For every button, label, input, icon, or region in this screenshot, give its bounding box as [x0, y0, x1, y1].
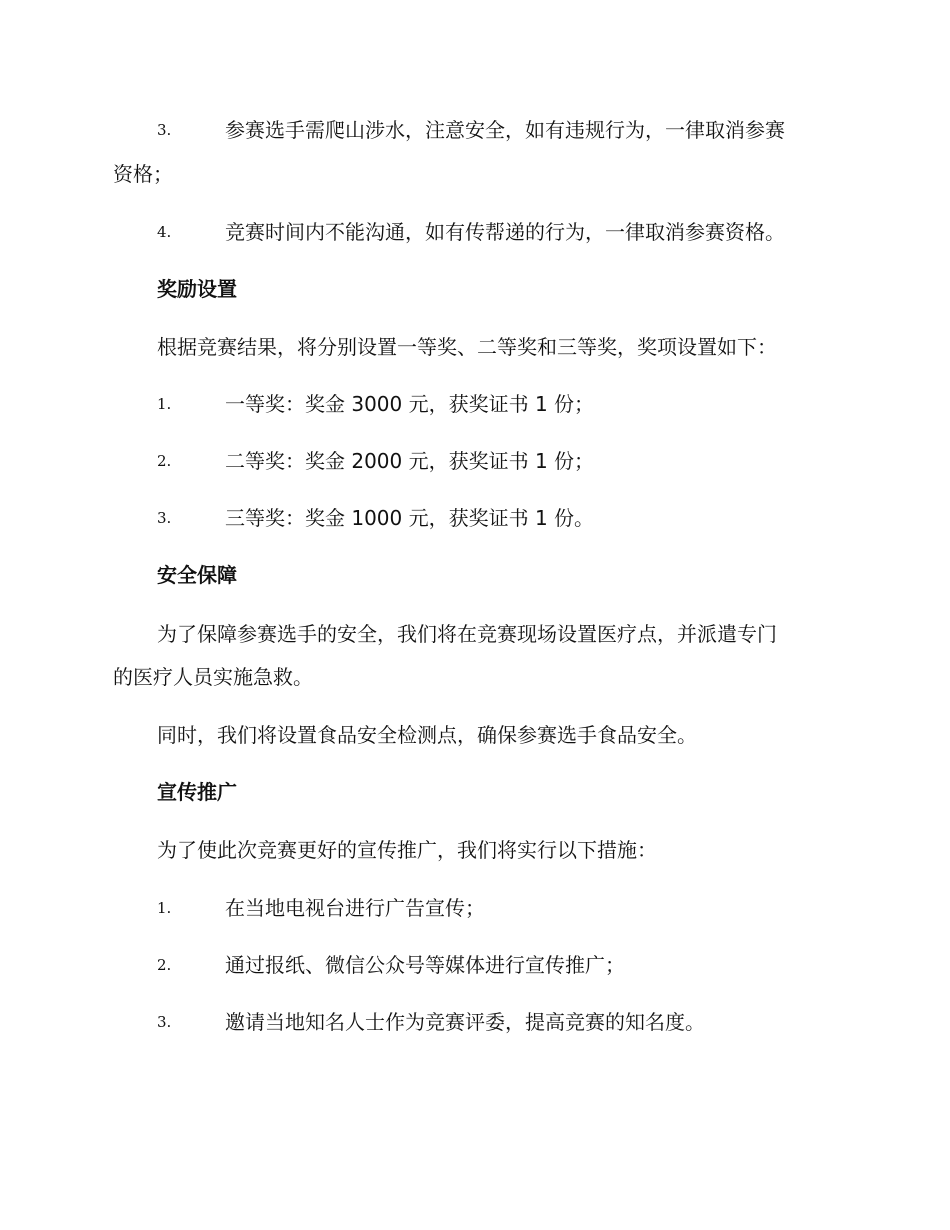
section-heading-promotion: 宣传推广 [157, 780, 237, 804]
list-number: 3. [157, 121, 172, 139]
list-item-text: 通过报纸、微信公众号等媒体进行宣传推广； [225, 953, 625, 977]
paragraph-safety-1-continuation: 的医疗人员实施急救。 [113, 665, 313, 689]
list-number: 2. [157, 956, 172, 974]
list-item-text: 三等奖：奖金 1000 元，获奖证书 1 份。 [225, 506, 595, 530]
section-heading-awards: 奖励设置 [157, 277, 237, 301]
list-number: 1. [157, 899, 172, 917]
list-number: 4. [157, 223, 172, 241]
list-item-text: 二等奖：奖金 2000 元，获奖证书 1 份； [225, 449, 595, 473]
list-item-text: 一等奖：奖金 3000 元，获奖证书 1 份； [225, 392, 595, 416]
list-number: 1. [157, 395, 172, 413]
list-number: 3. [157, 509, 172, 527]
list-item-text: 竞赛时间内不能沟通，如有传帮递的行为，一律取消参赛资格。 [225, 220, 785, 244]
paragraph-promotion-intro: 为了使此次竞赛更好的宣传推广，我们将实行以下措施： [157, 838, 657, 862]
list-item-continuation: 资格； [113, 162, 173, 186]
list-item-text: 参赛选手需爬山涉水，注意安全，如有违规行为，一律取消参赛 [225, 118, 785, 142]
section-heading-safety: 安全保障 [157, 563, 237, 587]
list-item-text: 在当地电视台进行广告宣传； [225, 896, 485, 920]
list-number: 3. [157, 1013, 172, 1031]
list-item-text: 邀请当地知名人士作为竞赛评委，提高竞赛的知名度。 [225, 1010, 705, 1034]
paragraph-safety-1: 为了保障参赛选手的安全，我们将在竞赛现场设置医疗点，并派遣专门 [157, 622, 777, 646]
list-number: 2. [157, 452, 172, 470]
paragraph-safety-2: 同时，我们将设置食品安全检测点，确保参赛选手食品安全。 [157, 723, 697, 747]
paragraph-awards-intro: 根据竞赛结果，将分别设置一等奖、二等奖和三等奖，奖项设置如下： [157, 335, 777, 359]
